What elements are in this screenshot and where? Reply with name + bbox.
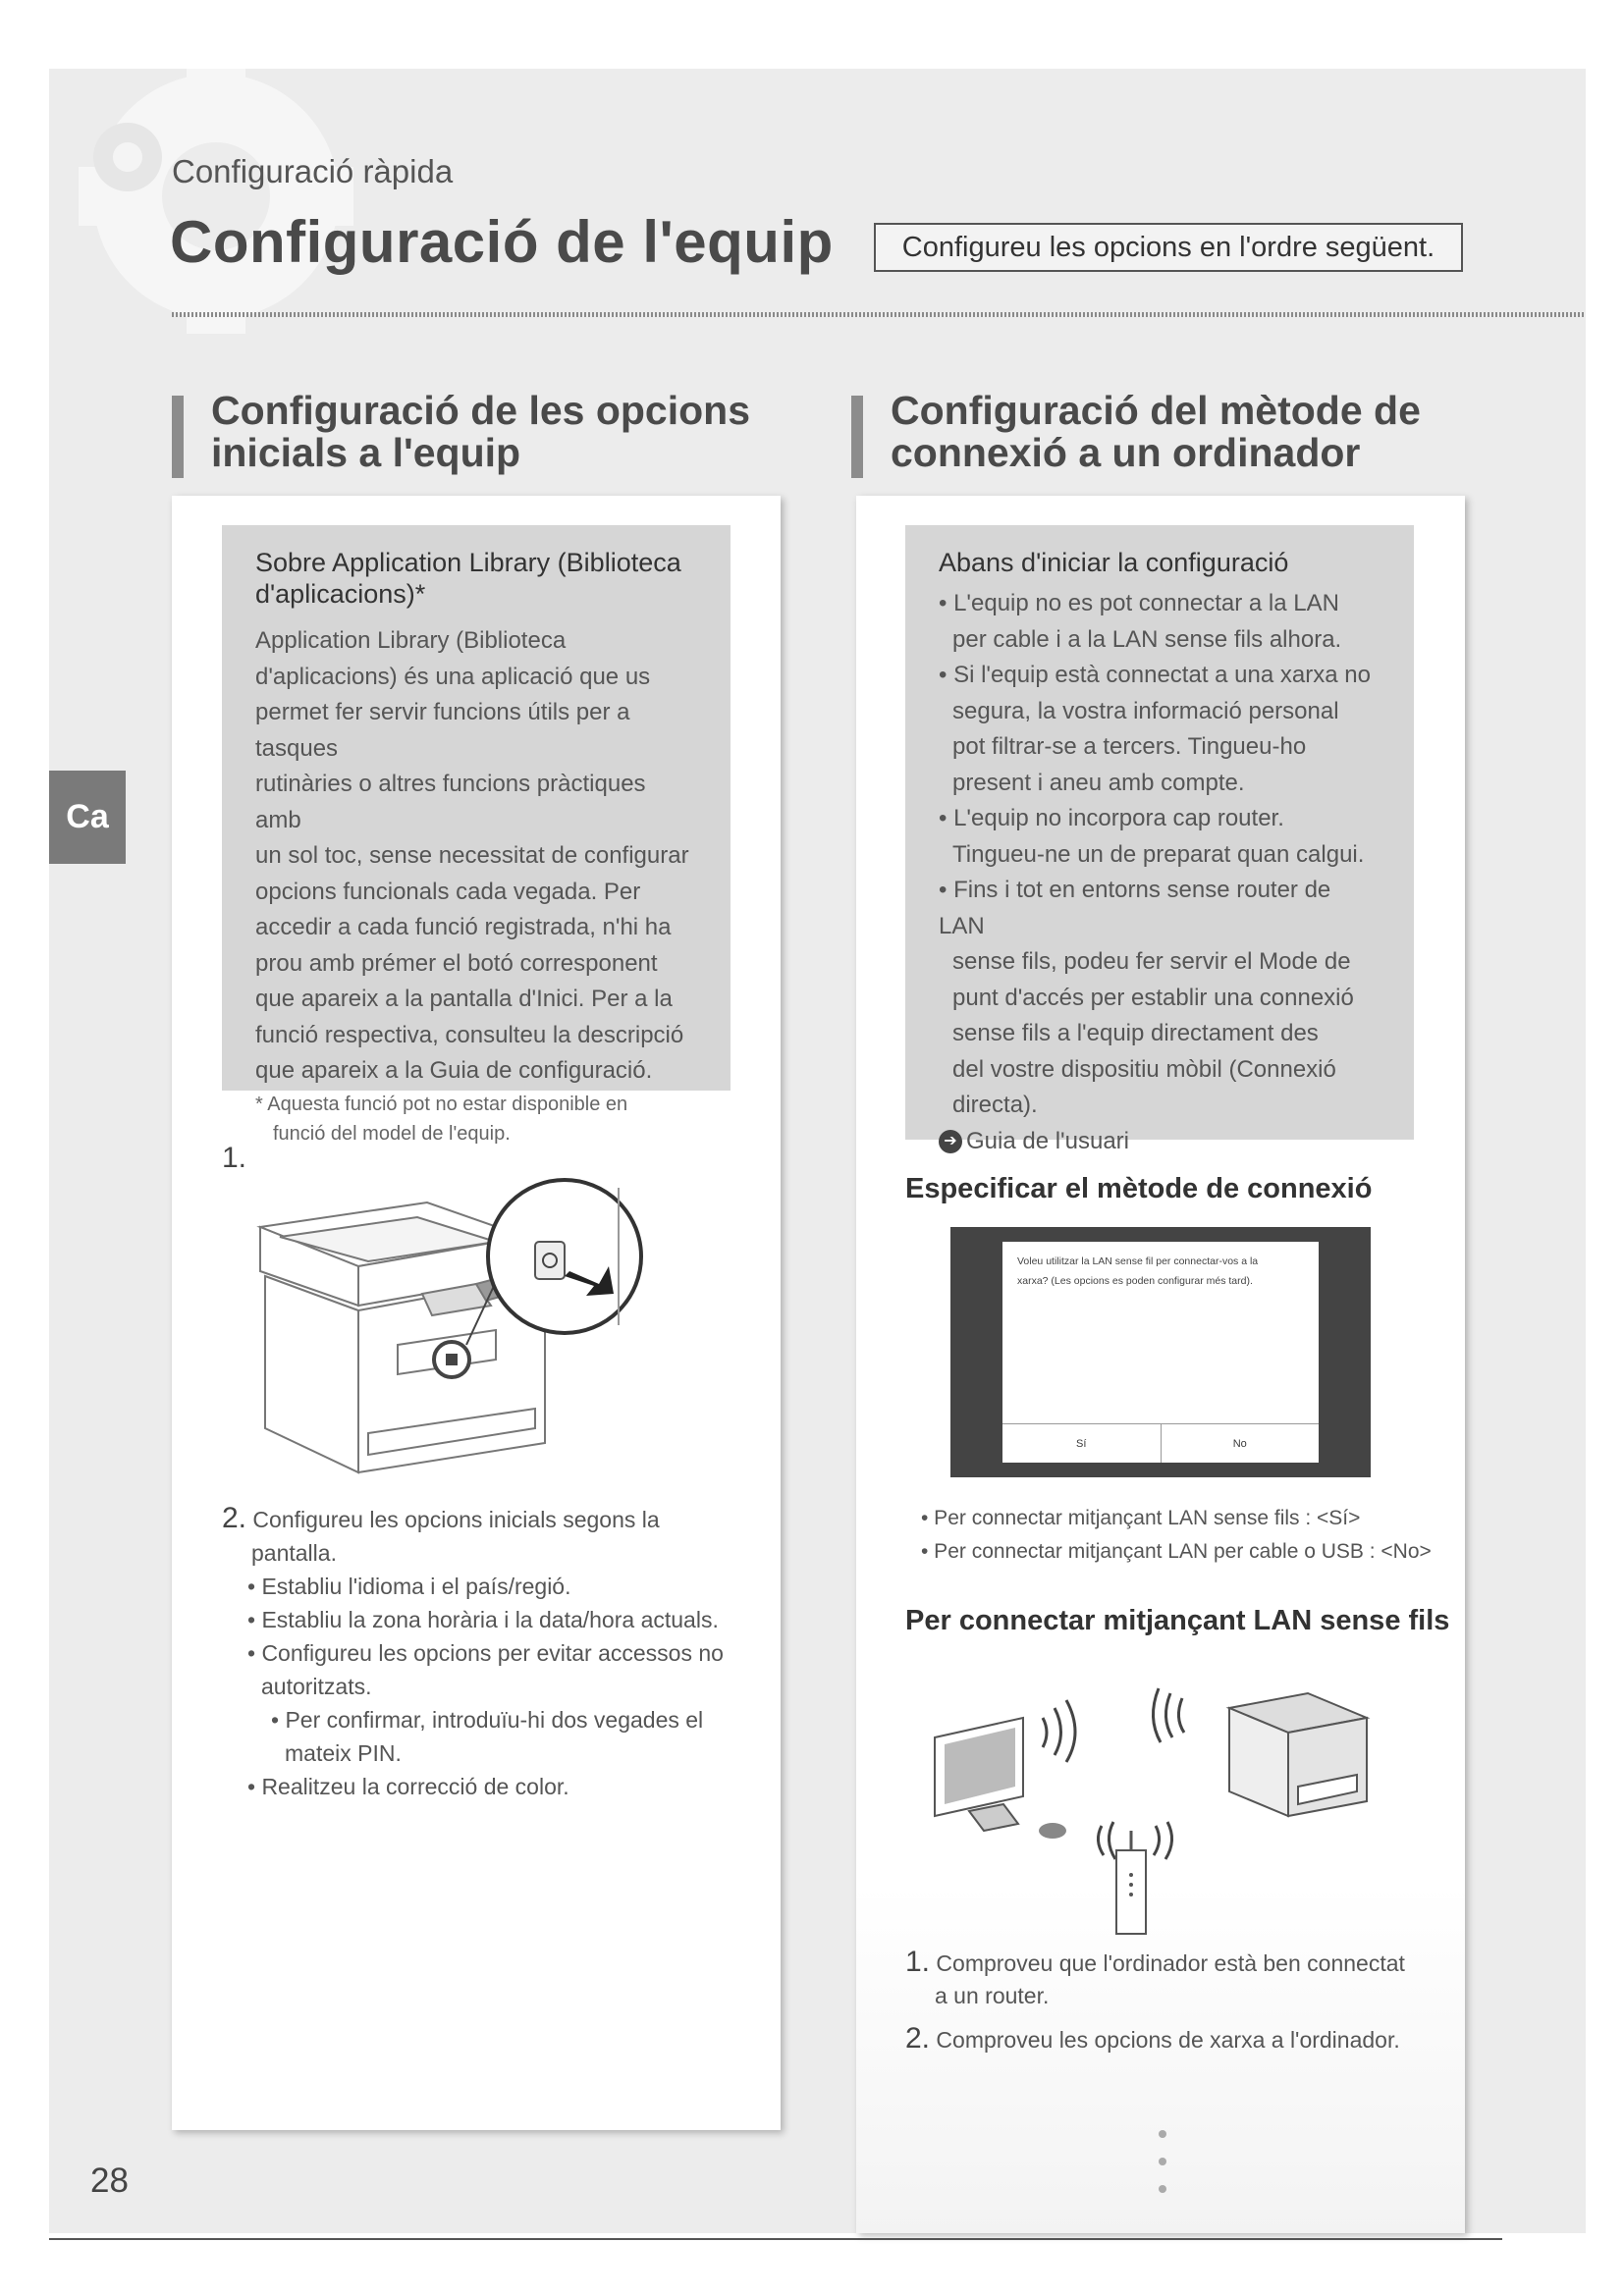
step-number: 2. bbox=[905, 2022, 931, 2055]
step-number: 1. bbox=[905, 1946, 931, 1978]
bullet-line: pot filtrar-se a tercers. Tingueu-ho bbox=[952, 733, 1307, 760]
bullet-item: • Realitzeu la correcció de color. bbox=[247, 1774, 569, 1799]
text-line: un sol toc, sense necessitat de configurar bbox=[255, 842, 689, 869]
right-section-title bbox=[851, 390, 1421, 474]
page-title: Configuració de l'equip bbox=[170, 209, 834, 275]
continuation-dot bbox=[1159, 2158, 1166, 2165]
info-box-text bbox=[255, 623, 697, 1090]
bullet-line: • Si l'equip està connectat a una xarxa no bbox=[939, 662, 1371, 688]
text-line: funció respectiva, consulteu la descripció bbox=[255, 1021, 684, 1048]
specify-heading: Especificar el mètode de connexió bbox=[905, 1173, 1373, 1204]
footnote-line1: * Aquesta funció pot no estar disponible en bbox=[255, 1093, 628, 1115]
page-number: 28 bbox=[90, 2162, 129, 2200]
text-line: que apareix a la pantalla d'Inici. Per a la bbox=[255, 986, 673, 1012]
step1-line1: Comproveu que l'ordinador està ben connectat bbox=[936, 1950, 1405, 1976]
option-wired: • Per connectar mitjançant LAN per cable o USB : <No> bbox=[921, 1540, 1432, 1563]
no-button[interactable]: No bbox=[1232, 1437, 1247, 1450]
bullet-line: per cable i a la LAN sense fils alhora. bbox=[952, 625, 1342, 653]
message-line1: Voleu utilitzar la LAN sense fil per connectar-vos a la bbox=[1017, 1255, 1259, 1267]
info-box-text bbox=[939, 586, 1380, 1159]
text-line: accedir a cada funció registrada, n'hi ha bbox=[255, 914, 672, 940]
wireless-step2 bbox=[905, 2022, 1400, 2056]
bullet-line: • Fins i tot en entorns sense router de LAN bbox=[939, 877, 1331, 939]
option-wireless: • Per connectar mitjançant LAN sense fils : <Sí> bbox=[921, 1507, 1361, 1529]
step2-text: Comproveu les opcions de xarxa a l'ordinador. bbox=[936, 2027, 1400, 2053]
left-card bbox=[172, 496, 781, 2130]
step2-line1: Configureu les opcions inicials segons la bbox=[252, 1507, 660, 1532]
bullet-line: punt d'accés per establir una connexió bbox=[952, 984, 1354, 1011]
step2-line2: pantalla. bbox=[251, 1540, 337, 1566]
router-icon bbox=[1116, 1831, 1146, 1934]
right-title-line2: connexió a un ordinador bbox=[891, 430, 1361, 475]
link-label: Guia de l'usuari bbox=[966, 1127, 1130, 1154]
bullet-line: segura, la vostra informació personal bbox=[952, 697, 1339, 724]
bullet-line: sense fils a l'equip directament des bbox=[952, 1020, 1319, 1046]
bullet-item: • Establiu la zona horària i la data/hora actuals. bbox=[247, 1607, 719, 1632]
order-note: Configureu les opcions en l'ordre següent. bbox=[874, 223, 1463, 272]
info-title-line1: Sobre Application Library (Biblioteca bbox=[255, 548, 681, 577]
step2-block bbox=[222, 1502, 724, 1803]
info-title-line2: d'aplicacions)* bbox=[255, 579, 426, 609]
step1-line2: a un router. bbox=[935, 1983, 1050, 2008]
footnote bbox=[255, 1090, 697, 1148]
language-tab: Ca bbox=[49, 771, 126, 864]
left-title-line1: Configuració de les opcions bbox=[211, 388, 751, 433]
wireless-heading: Per connectar mitjançant LAN sense fils bbox=[905, 1605, 1450, 1636]
connection-options bbox=[921, 1502, 1432, 1569]
section-label: Configuració ràpida bbox=[172, 153, 454, 189]
left-title-line2: inicials a l'equip bbox=[211, 430, 521, 475]
text-line: opcions funcionals cada vegada. Per bbox=[255, 878, 641, 905]
sub-bullet-item: • Per confirmar, introduïu-hi dos vegades el bbox=[271, 1707, 704, 1733]
bullet-item: autoritzats. bbox=[261, 1674, 372, 1699]
bullet-line: • L'equip no es pot connectar a la LAN bbox=[939, 590, 1339, 616]
bullet-line: Tingueu-ne un de preparat quan calgui. bbox=[952, 840, 1365, 868]
bullet-line: present i aneu amb compte. bbox=[952, 769, 1245, 796]
title-bar bbox=[172, 396, 184, 478]
wireless-network-illustration bbox=[925, 1649, 1396, 1944]
bullet-line: sense fils, podeu fer servir el Mode de bbox=[952, 948, 1351, 975]
info-box-title: Abans d'iniciar la configuració bbox=[939, 548, 1289, 577]
bullet-item: • Configureu les opcions per evitar accessos no bbox=[247, 1640, 724, 1666]
printer-icon bbox=[1229, 1693, 1367, 1816]
device-screen bbox=[950, 1227, 1371, 1477]
bullet-item: • Establiu l'idioma i el país/regió. bbox=[247, 1574, 571, 1599]
right-card bbox=[856, 496, 1465, 2233]
right-title-line1: Configuració del mètode de bbox=[891, 388, 1421, 433]
bottom-rule bbox=[49, 2238, 1502, 2240]
dialog-buttons bbox=[1002, 1423, 1319, 1463]
dialog-message bbox=[1017, 1252, 1258, 1291]
yes-button[interactable]: Sí bbox=[1002, 1424, 1162, 1463]
text-line: Application Library (Biblioteca bbox=[255, 627, 567, 654]
text-line: que apareix a la Guia de configuració. bbox=[255, 1057, 653, 1084]
step-number: 1. bbox=[222, 1142, 247, 1174]
printer-icon bbox=[231, 1148, 741, 1502]
title-bar bbox=[851, 396, 863, 478]
left-section-title bbox=[172, 390, 750, 474]
wireless-step1 bbox=[905, 1946, 1405, 2012]
message-line2: xarxa? (Les opcions es poden configurar més tard). bbox=[1017, 1275, 1253, 1287]
dotted-divider bbox=[172, 312, 1586, 317]
arrow-link-icon: ➔ bbox=[939, 1130, 962, 1153]
text-line: permet fer servir funcions útils per a tasques bbox=[255, 699, 630, 762]
step-number: 2. bbox=[222, 1502, 247, 1534]
before-setup-box bbox=[905, 525, 1414, 1154]
text-line: rutinàries o altres funcions pràctiques amb bbox=[255, 771, 646, 833]
application-library-box bbox=[222, 525, 731, 1145]
screen-dialog bbox=[1002, 1242, 1319, 1463]
sub-bullet-item: mateix PIN. bbox=[285, 1740, 402, 1766]
bullet-line: directa). bbox=[952, 1092, 1038, 1118]
bullet-line: • L'equip no incorpora cap router. bbox=[939, 805, 1284, 831]
continuation-dot bbox=[1159, 2130, 1166, 2138]
continuation-dot bbox=[1159, 2185, 1166, 2193]
user-guide-link[interactable] bbox=[939, 1124, 1380, 1160]
info-box-title bbox=[255, 547, 697, 610]
text-line: prou amb prémer el botó corresponent bbox=[255, 949, 658, 977]
bullet-line: del vostre dispositiu mòbil (Connexió bbox=[952, 1055, 1336, 1083]
text-line: d'aplicacions) és una aplicació que us bbox=[255, 663, 651, 690]
footnote-line2: funció del model de l'equip. bbox=[273, 1122, 511, 1145]
